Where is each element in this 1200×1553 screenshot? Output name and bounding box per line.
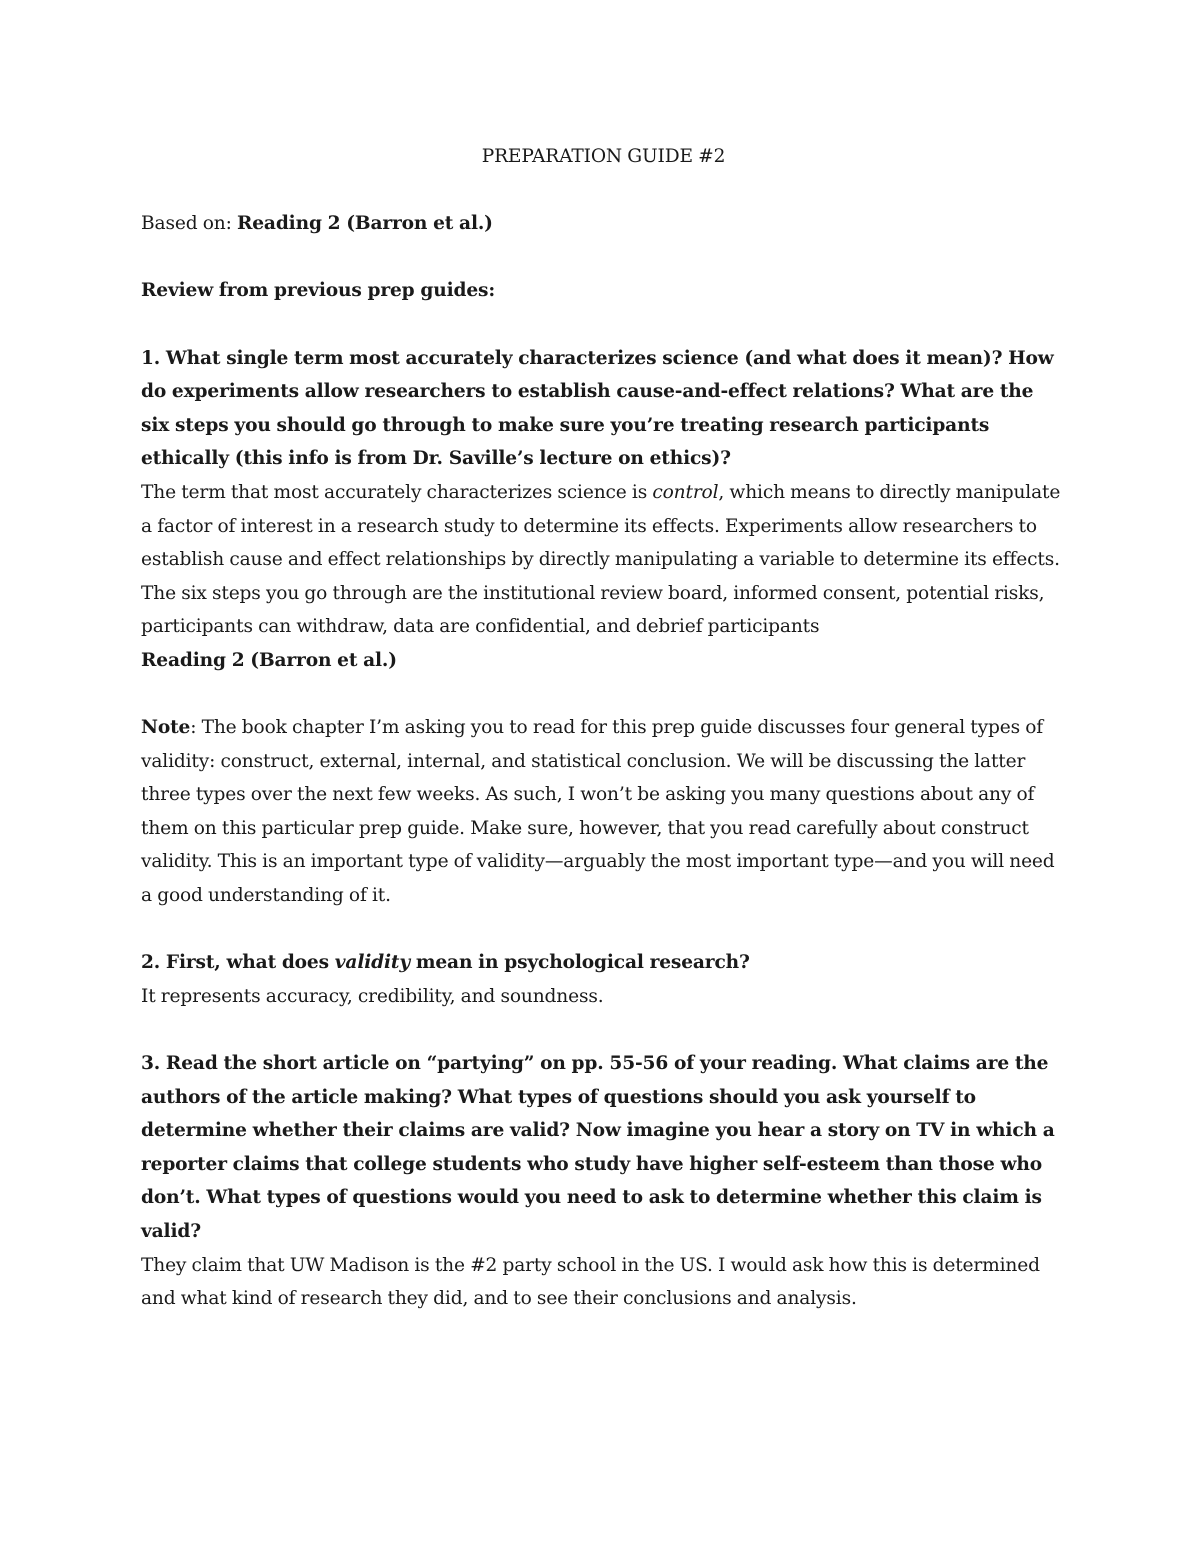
based-on-line bbox=[141, 207, 1066, 241]
question-2-part1: 2. First, what does bbox=[141, 952, 335, 974]
answer-1 bbox=[141, 476, 1066, 644]
answer-1-emphasis: control bbox=[652, 481, 719, 503]
answer-3: They claim that UW Madison is the #2 party school in the US. I would ask how this is determined and what kind of research they did, and to see their conclusions and analysis. bbox=[141, 1254, 1040, 1310]
reading-heading: Reading 2 (Barron et al.) bbox=[141, 649, 397, 671]
note-text: : The book chapter I’m asking you to read for this prep guide discusses four general types of validity: construct, external, internal, and statistical conclusion. We will be discussing the latter three types over the next few weeks. As such, I won’t be asking you many questions about any of them on this particular prep guide. Make sure, however, that you read carefully about construct validity. This is an important type of validity—arguably the most important type—and you will need a good understanding of it. bbox=[141, 717, 1055, 907]
question-2 bbox=[141, 946, 1066, 980]
based-on-label: Based on: bbox=[141, 213, 237, 235]
review-heading: Review from previous prep guides: bbox=[141, 280, 496, 302]
question-3: 3. Read the short article on “partying” on pp. 55-56 of your reading. What claims are the authors of the article making? What types of questions should you ask yourself to determine whether their claims are valid? Now imagine you hear a story on TV in which a reporter claims that college students who study have higher self-esteem than those who don’t. What types of questions would you need to ask to determine whether this claim is valid? bbox=[141, 1053, 1055, 1242]
based-on-value: Reading 2 (Barron et al.) bbox=[236, 213, 493, 235]
question-1: 1. What single term most accurately characterizes science (and what does it mean)? How do experiments allow researchers to establish cause-and-effect relations? What are the six steps you should go through to make sure you’re treating research participants ethically (this info is from Dr. Saville’s lecture on ethics)? bbox=[141, 347, 1054, 470]
question-2-part2: mean in psychological research? bbox=[410, 952, 750, 974]
question-2-emphasis: validity bbox=[334, 952, 411, 974]
document-page bbox=[141, 140, 1066, 1316]
note-label: Note bbox=[141, 717, 191, 739]
document-title: PREPARATION GUIDE #2 bbox=[481, 146, 726, 167]
answer-1-part1: The term that most accurately characterizes science is bbox=[141, 481, 653, 503]
answer-2: It represents accuracy, credibility, and soundness. bbox=[141, 985, 604, 1007]
note-paragraph bbox=[141, 711, 1066, 913]
answer-1-part2: , which means to directly manipulate a factor of interest in a research study to determine its effects. Experiments allow researchers to establish cause and effect relationships by directly manipulating a variable to determine its effects. The six steps you go through are the institutional review board, informed consent, potential risks, participants can withdraw, data are confidential, and debrief participants bbox=[141, 481, 1061, 638]
